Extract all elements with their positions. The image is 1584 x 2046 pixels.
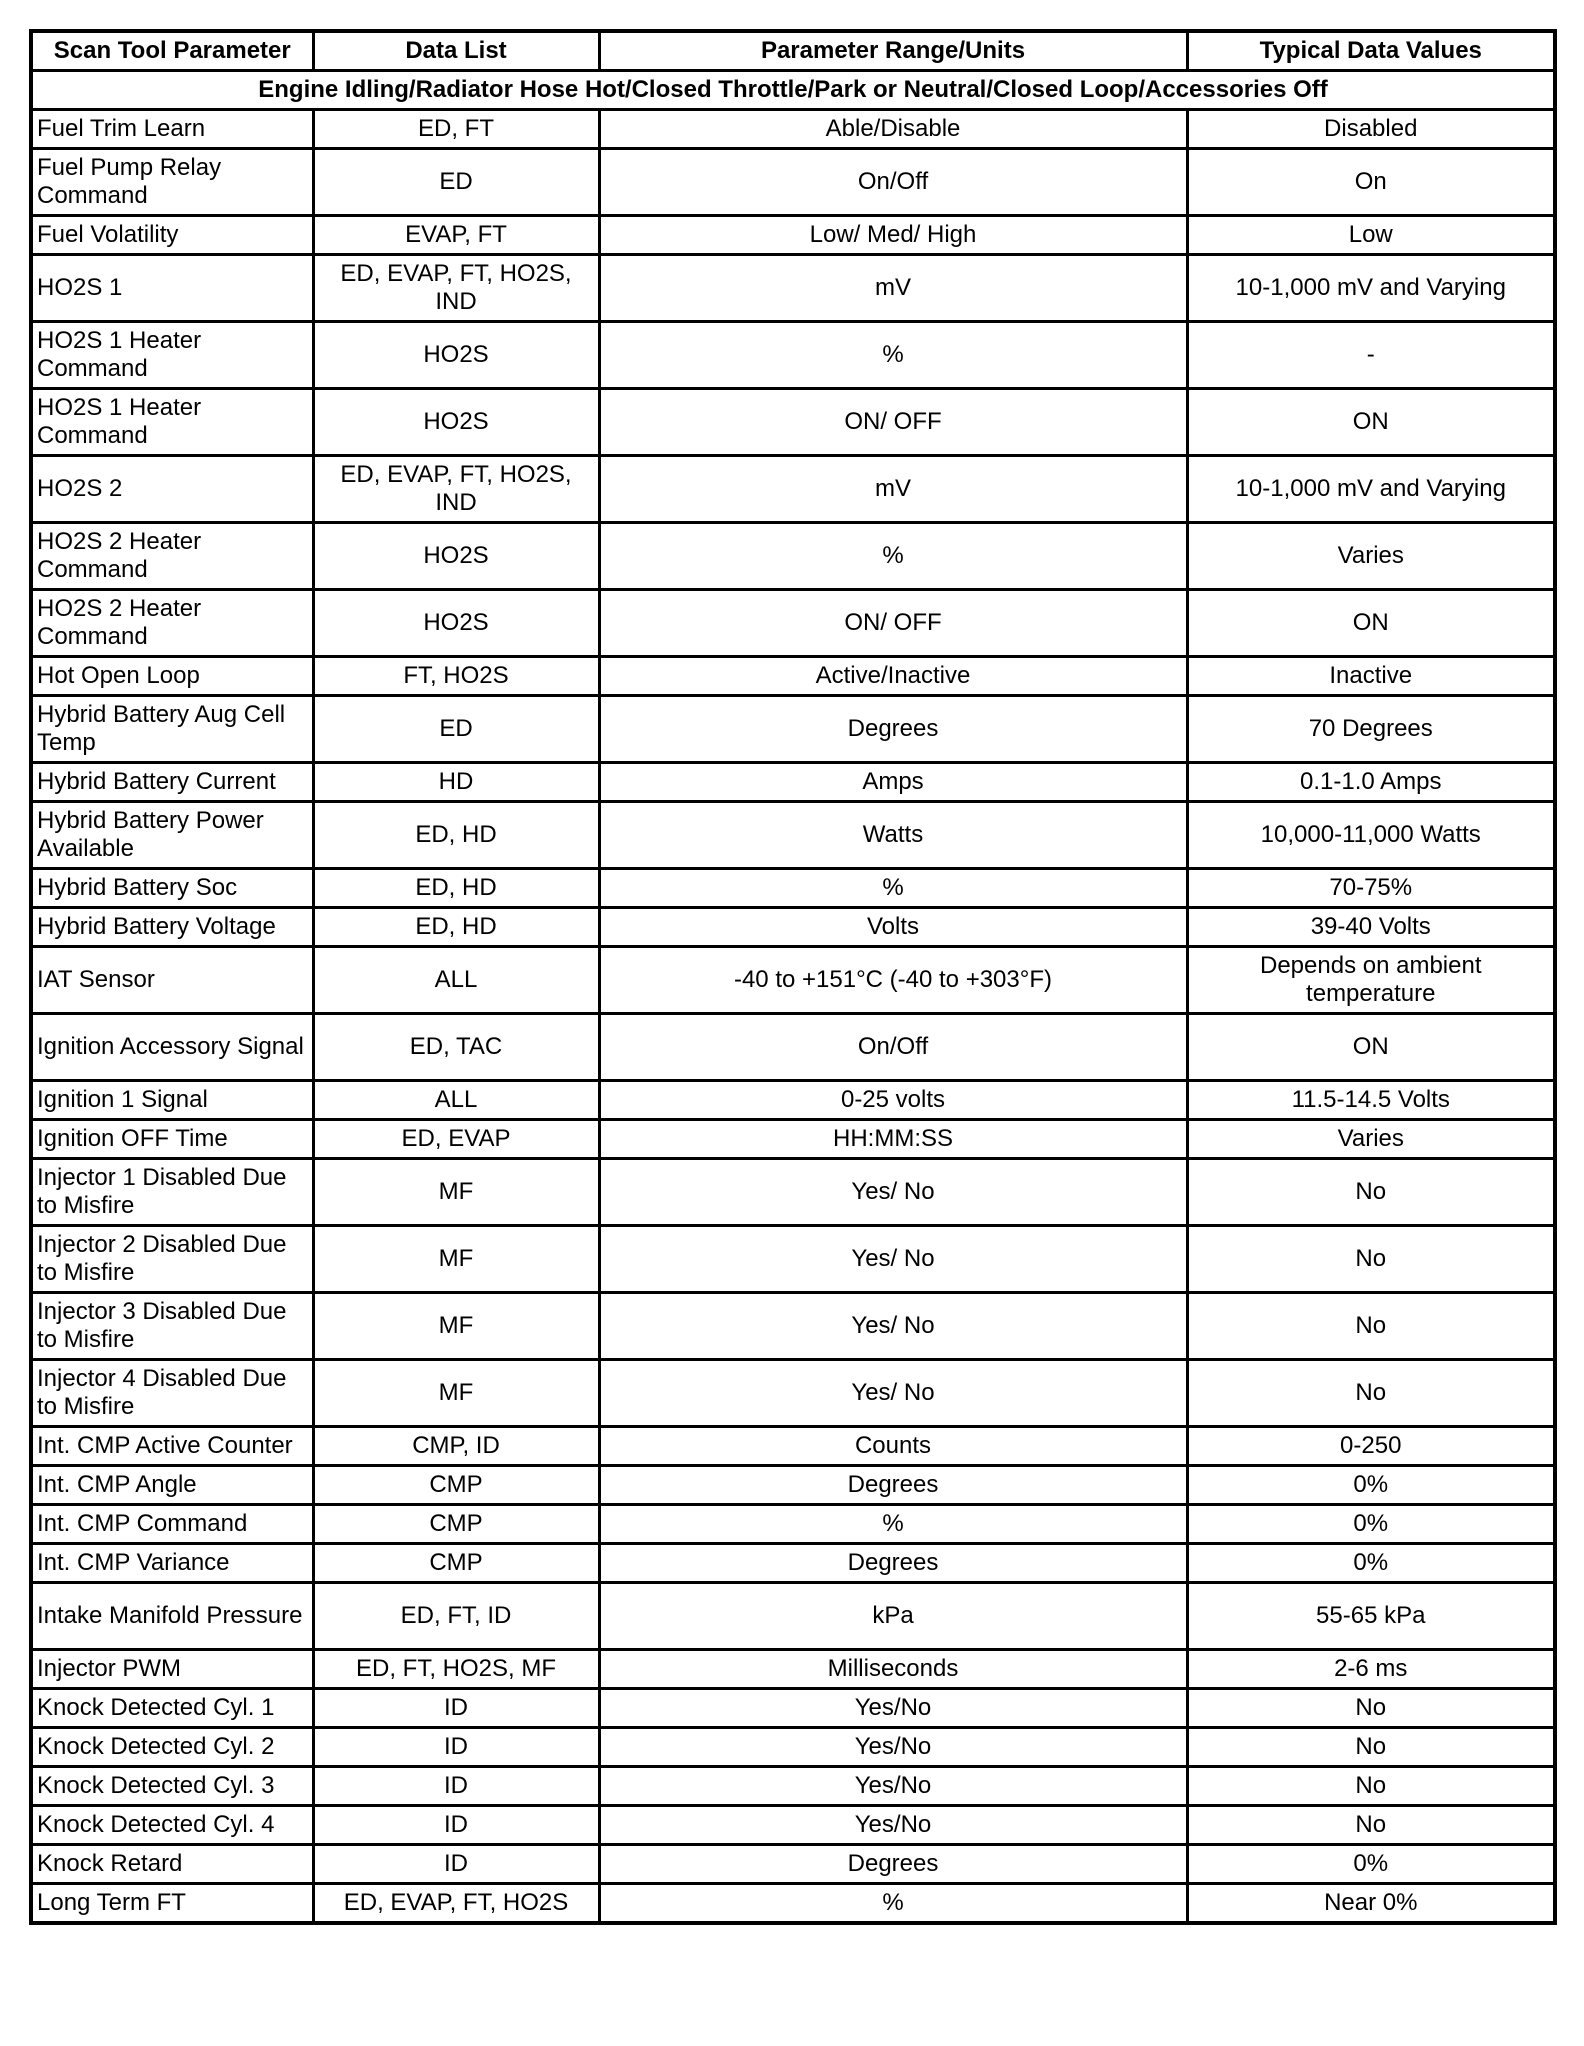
table-row	[31, 149, 1555, 216]
range-units-cell: -40 to +151°C (-40 to +303°F)	[599, 947, 1187, 1014]
column-header-data-list: Data List	[313, 31, 599, 71]
table-row	[31, 1884, 1555, 1924]
range-units-cell: On/Off	[599, 149, 1187, 216]
table-row	[31, 1081, 1555, 1120]
data-list-cell: MF	[313, 1293, 599, 1360]
range-units-cell: ON/ OFF	[599, 389, 1187, 456]
parameter-cell: HO2S 1 Heater Command	[31, 322, 313, 389]
typical-value-cell: 11.5-14.5 Volts	[1187, 1081, 1555, 1120]
typical-value-cell: Low	[1187, 216, 1555, 255]
range-units-cell: Degrees	[599, 696, 1187, 763]
header-row	[31, 31, 1555, 71]
parameter-cell: Ignition OFF Time	[31, 1120, 313, 1159]
parameter-cell: Ignition Accessory Signal	[31, 1014, 313, 1081]
data-list-cell: EVAP, FT	[313, 216, 599, 255]
table-row	[31, 523, 1555, 590]
range-units-cell: %	[599, 1505, 1187, 1544]
parameter-cell: Fuel Trim Learn	[31, 110, 313, 149]
range-units-cell: mV	[599, 255, 1187, 322]
table-row	[31, 110, 1555, 149]
range-units-cell: Volts	[599, 908, 1187, 947]
range-units-cell: HH:MM:SS	[599, 1120, 1187, 1159]
data-list-cell: ED, EVAP, FT, HO2S, IND	[313, 456, 599, 523]
parameter-cell: Fuel Pump Relay Command	[31, 149, 313, 216]
table-row	[31, 389, 1555, 456]
table-row	[31, 869, 1555, 908]
data-list-cell: ALL	[313, 947, 599, 1014]
range-units-cell: Yes/No	[599, 1689, 1187, 1728]
table-row	[31, 1806, 1555, 1845]
data-list-cell: ALL	[313, 1081, 599, 1120]
data-list-cell: ED, HD	[313, 802, 599, 869]
table-row	[31, 908, 1555, 947]
range-units-cell: Watts	[599, 802, 1187, 869]
typical-value-cell: -	[1187, 322, 1555, 389]
data-list-cell: CMP	[313, 1505, 599, 1544]
parameter-cell: Injector 1 Disabled Due to Misfire	[31, 1159, 313, 1226]
typical-value-cell: No	[1187, 1293, 1555, 1360]
data-list-cell: HD	[313, 763, 599, 802]
table-row	[31, 1159, 1555, 1226]
range-units-cell: %	[599, 523, 1187, 590]
range-units-cell: %	[599, 869, 1187, 908]
parameter-cell: HO2S 2	[31, 456, 313, 523]
table-row	[31, 216, 1555, 255]
range-units-cell: On/Off	[599, 1014, 1187, 1081]
table-row	[31, 1650, 1555, 1689]
table-row	[31, 763, 1555, 802]
table-row	[31, 1505, 1555, 1544]
table-row	[31, 1293, 1555, 1360]
typical-value-cell: 0%	[1187, 1544, 1555, 1583]
data-list-cell: ID	[313, 1806, 599, 1845]
parameter-cell: Ignition 1 Signal	[31, 1081, 313, 1120]
data-list-cell: FT, HO2S	[313, 657, 599, 696]
parameter-cell: Hot Open Loop	[31, 657, 313, 696]
typical-value-cell: 0%	[1187, 1845, 1555, 1884]
typical-value-cell: 0.1-1.0 Amps	[1187, 763, 1555, 802]
parameter-cell: Injector 3 Disabled Due to Misfire	[31, 1293, 313, 1360]
parameter-cell: Hybrid Battery Soc	[31, 869, 313, 908]
range-units-cell: Able/Disable	[599, 110, 1187, 149]
parameter-cell: Knock Detected Cyl. 1	[31, 1689, 313, 1728]
range-units-cell: mV	[599, 456, 1187, 523]
table-row	[31, 456, 1555, 523]
parameter-cell: Injector PWM	[31, 1650, 313, 1689]
table-row	[31, 1014, 1555, 1081]
typical-value-cell: 55-65 kPa	[1187, 1583, 1555, 1650]
typical-value-cell: 70 Degrees	[1187, 696, 1555, 763]
data-list-cell: HO2S	[313, 322, 599, 389]
data-list-cell: ID	[313, 1728, 599, 1767]
data-list-cell: HO2S	[313, 389, 599, 456]
column-header-scan-tool-parameter: Scan Tool Parameter	[31, 31, 313, 71]
range-units-cell: Yes/No	[599, 1806, 1187, 1845]
range-units-cell: %	[599, 1884, 1187, 1924]
table-row	[31, 1427, 1555, 1466]
parameter-cell: Knock Detected Cyl. 2	[31, 1728, 313, 1767]
range-units-cell: kPa	[599, 1583, 1187, 1650]
table-row	[31, 696, 1555, 763]
parameter-cell: Int. CMP Active Counter	[31, 1427, 313, 1466]
operating-condition-row	[31, 71, 1555, 110]
table-row	[31, 322, 1555, 389]
typical-value-cell: 0%	[1187, 1505, 1555, 1544]
range-units-cell: %	[599, 322, 1187, 389]
data-list-cell: ID	[313, 1767, 599, 1806]
parameter-cell: Hybrid Battery Power Available	[31, 802, 313, 869]
typical-value-cell: 10,000-11,000 Watts	[1187, 802, 1555, 869]
range-units-cell: 0-25 volts	[599, 1081, 1187, 1120]
parameter-cell: Hybrid Battery Voltage	[31, 908, 313, 947]
table-row	[31, 947, 1555, 1014]
typical-value-cell: No	[1187, 1360, 1555, 1427]
range-units-cell: Yes/ No	[599, 1159, 1187, 1226]
parameter-cell: Intake Manifold Pressure	[31, 1583, 313, 1650]
range-units-cell: Milliseconds	[599, 1650, 1187, 1689]
range-units-cell: Yes/ No	[599, 1226, 1187, 1293]
parameter-cell: Knock Retard	[31, 1845, 313, 1884]
parameter-cell: Hybrid Battery Aug Cell Temp	[31, 696, 313, 763]
typical-value-cell: Varies	[1187, 1120, 1555, 1159]
range-units-cell: Low/ Med/ High	[599, 216, 1187, 255]
typical-value-cell: Near 0%	[1187, 1884, 1555, 1924]
table-row	[31, 1845, 1555, 1884]
data-list-cell: ED	[313, 696, 599, 763]
typical-value-cell: 10-1,000 mV and Varying	[1187, 456, 1555, 523]
typical-value-cell: 0-250	[1187, 1427, 1555, 1466]
data-list-cell: HO2S	[313, 523, 599, 590]
typical-value-cell: 10-1,000 mV and Varying	[1187, 255, 1555, 322]
data-list-cell: ED, FT, HO2S, MF	[313, 1650, 599, 1689]
data-list-cell: ED, TAC	[313, 1014, 599, 1081]
parameter-cell: Knock Detected Cyl. 3	[31, 1767, 313, 1806]
parameter-cell: HO2S 2 Heater Command	[31, 523, 313, 590]
typical-value-cell: No	[1187, 1767, 1555, 1806]
table-row	[31, 255, 1555, 322]
range-units-cell: Yes/ No	[599, 1360, 1187, 1427]
data-list-cell: ED, EVAP, FT, HO2S	[313, 1884, 599, 1924]
column-header-typical-data-values: Typical Data Values	[1187, 31, 1555, 71]
table-body	[31, 71, 1555, 1924]
data-list-cell: ED, EVAP, FT, HO2S, IND	[313, 255, 599, 322]
parameter-cell: Long Term FT	[31, 1884, 313, 1924]
parameter-cell: Fuel Volatility	[31, 216, 313, 255]
parameter-cell: HO2S 1	[31, 255, 313, 322]
typical-value-cell: No	[1187, 1806, 1555, 1845]
table-row	[31, 1767, 1555, 1806]
range-units-cell: Yes/ No	[599, 1293, 1187, 1360]
data-list-cell: CMP	[313, 1544, 599, 1583]
data-list-cell: ID	[313, 1845, 599, 1884]
parameter-cell: Int. CMP Command	[31, 1505, 313, 1544]
typical-value-cell: 39-40 Volts	[1187, 908, 1555, 947]
range-units-cell: Amps	[599, 763, 1187, 802]
typical-value-cell: Inactive	[1187, 657, 1555, 696]
range-units-cell: Yes/No	[599, 1728, 1187, 1767]
table-row	[31, 1544, 1555, 1583]
range-units-cell: Degrees	[599, 1544, 1187, 1583]
data-list-cell: ED, FT, ID	[313, 1583, 599, 1650]
table-row	[31, 590, 1555, 657]
parameter-cell: HO2S 2 Heater Command	[31, 590, 313, 657]
table-row	[31, 657, 1555, 696]
typical-value-cell: Varies	[1187, 523, 1555, 590]
data-list-cell: ED	[313, 149, 599, 216]
column-header-parameter-range-units: Parameter Range/Units	[599, 31, 1187, 71]
typical-value-cell: Disabled	[1187, 110, 1555, 149]
typical-value-cell: No	[1187, 1728, 1555, 1767]
typical-value-cell: 2-6 ms	[1187, 1650, 1555, 1689]
parameter-cell: Injector 4 Disabled Due to Misfire	[31, 1360, 313, 1427]
data-list-cell: HO2S	[313, 590, 599, 657]
typical-value-cell: No	[1187, 1159, 1555, 1226]
table-row	[31, 1583, 1555, 1650]
typical-value-cell: No	[1187, 1689, 1555, 1728]
parameter-cell: HO2S 1 Heater Command	[31, 389, 313, 456]
range-units-cell: Active/Inactive	[599, 657, 1187, 696]
data-list-cell: MF	[313, 1159, 599, 1226]
data-list-cell: ED, HD	[313, 908, 599, 947]
typical-value-cell: 70-75%	[1187, 869, 1555, 908]
parameter-cell: Injector 2 Disabled Due to Misfire	[31, 1226, 313, 1293]
typical-value-cell: No	[1187, 1226, 1555, 1293]
data-list-cell: ED, FT	[313, 110, 599, 149]
typical-value-cell: ON	[1187, 1014, 1555, 1081]
parameter-cell: Int. CMP Variance	[31, 1544, 313, 1583]
operating-condition: Engine Idling/Radiator Hose Hot/Closed Throttle/Park or Neutral/Closed Loop/Accessories Off	[31, 71, 1555, 110]
data-list-cell: MF	[313, 1226, 599, 1293]
typical-value-cell: Depends on ambient temperature	[1187, 947, 1555, 1014]
data-list-cell: CMP, ID	[313, 1427, 599, 1466]
range-units-cell: Counts	[599, 1427, 1187, 1466]
table-row	[31, 1728, 1555, 1767]
data-list-cell: CMP	[313, 1466, 599, 1505]
typical-value-cell: 0%	[1187, 1466, 1555, 1505]
range-units-cell: Degrees	[599, 1466, 1187, 1505]
data-list-cell: ID	[313, 1689, 599, 1728]
parameter-cell: Hybrid Battery Current	[31, 763, 313, 802]
table-row	[31, 802, 1555, 869]
table-row	[31, 1226, 1555, 1293]
range-units-cell: ON/ OFF	[599, 590, 1187, 657]
table-row	[31, 1360, 1555, 1427]
parameter-cell: IAT Sensor	[31, 947, 313, 1014]
range-units-cell: Degrees	[599, 1845, 1187, 1884]
range-units-cell: Yes/No	[599, 1767, 1187, 1806]
parameter-cell: Int. CMP Angle	[31, 1466, 313, 1505]
data-list-cell: ED, HD	[313, 869, 599, 908]
parameter-cell: Knock Detected Cyl. 4	[31, 1806, 313, 1845]
scan-tool-data-table	[29, 29, 1557, 1925]
typical-value-cell: ON	[1187, 389, 1555, 456]
table-row	[31, 1120, 1555, 1159]
table-row	[31, 1466, 1555, 1505]
table-row	[31, 1689, 1555, 1728]
typical-value-cell: ON	[1187, 590, 1555, 657]
data-list-cell: ED, EVAP	[313, 1120, 599, 1159]
typical-value-cell: On	[1187, 149, 1555, 216]
data-list-cell: MF	[313, 1360, 599, 1427]
